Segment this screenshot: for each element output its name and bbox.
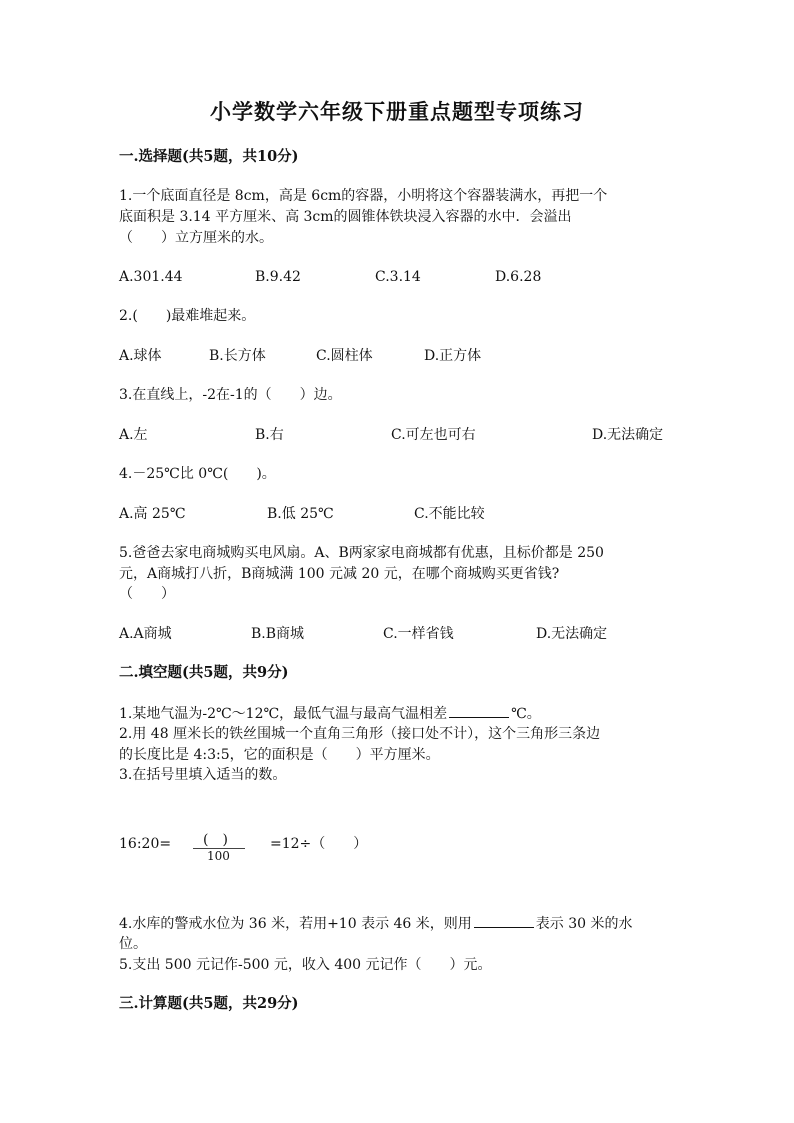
fill-q4-text-end: 表示 30 米的水 — [535, 916, 633, 932]
fill-question-2-line-1: 2.用 48 厘米长的铁丝围城一个直角三角形（接口处不计），这个三角形三条边 — [119, 726, 601, 742]
fill-question-4-line-2: 位。 — [119, 936, 147, 952]
question-1-line-2: 底面积是 3.14 平方厘米、高 3cm的圆锥体铁块浸入容器的水中．会溢出 — [119, 209, 572, 225]
q2-option-c: C.圆柱体 — [316, 348, 373, 364]
fraction-numerator: ( ) — [203, 832, 228, 848]
q1-option-a: A.301.44 — [119, 269, 183, 285]
fill-q1-unit: ℃。 — [511, 706, 541, 722]
fill-question-4 — [119, 913, 633, 934]
question-4: 4.－25℃比 0℃( )。 — [119, 466, 276, 482]
q5-option-b: B.B商城 — [251, 626, 305, 642]
answer-blank[interactable] — [474, 913, 534, 928]
answer-blank[interactable] — [449, 703, 509, 718]
q2-option-a: A.球体 — [119, 348, 162, 364]
q3-option-d: D.无法确定 — [592, 427, 664, 443]
q5-option-a: A.A商城 — [119, 626, 172, 642]
q2-option-d: D.正方体 — [424, 348, 482, 364]
fill-question-3: 3.在括号里填入适当的数。 — [119, 767, 287, 783]
q3-option-b: B.右 — [255, 427, 284, 443]
section-heading-fill: 二.填空题(共5题，共9分) — [119, 664, 289, 681]
q3-option-a: A.左 — [119, 427, 148, 443]
q1-option-d: D.6.28 — [495, 269, 542, 285]
division-expression: =12÷（ ） — [270, 836, 368, 852]
q5-option-c: C.一样省钱 — [383, 626, 454, 642]
question-5-line-3: （ ） — [119, 586, 175, 602]
question-3: 3.在直线上，-2在-1的（ ）边。 — [119, 387, 342, 403]
fill-q4-text: 4.水库的警戒水位为 36 米，若用+10 表示 46 米，则用 — [119, 916, 472, 932]
q3-option-c: C.可左也可右 — [391, 427, 476, 443]
q4-option-a: A.高 25℃ — [119, 506, 186, 522]
question-2: 2.( )最难堆起来。 — [119, 308, 256, 324]
fill-question-1 — [119, 703, 541, 724]
question-1-line-1: 1.一个底面直径是 8cm，高是 6cm的容器，小明将这个容器装满水，再把一个 — [119, 188, 608, 204]
q1-option-c: C.3.14 — [375, 269, 421, 285]
fill-question-5: 5.支出 500 元记作-500 元，收入 400 元记作（ ）元。 — [119, 957, 492, 973]
q4-option-b: B.低 25℃ — [267, 506, 334, 522]
fraction-denominator: 100 — [207, 849, 230, 863]
section-heading-calc: 三.计算题(共5题，共29分) — [119, 995, 299, 1012]
fill-q1-text: 1.某地气温为-2℃～12℃，最低气温与最高气温相差 — [119, 706, 448, 722]
q5-option-d: D.无法确定 — [536, 626, 608, 642]
question-5-line-1: 5.爸爸去家电商城购买电风扇。A、B两家家电商城都有优惠，且标价都是 250 — [119, 545, 604, 561]
page-title: 小学数学六年级下册重点题型专项练习 — [210, 99, 584, 124]
ratio-expression: 16:20= — [119, 836, 172, 852]
question-1-line-3: （ ）立方厘米的水。 — [119, 230, 273, 246]
section-heading-choice: 一.选择题(共5题，共10分) — [119, 148, 299, 165]
q2-option-b: B.长方体 — [209, 348, 266, 364]
q1-option-b: B.9.42 — [255, 269, 301, 285]
fill-question-2-line-2: 的长度比是 4:3:5，它的面积是（ ）平方厘米。 — [119, 747, 440, 763]
q4-option-c: C.不能比较 — [414, 506, 485, 522]
question-5-line-2: 元，A商城打八折，B商城满 100 元减 20 元，在哪个商城购买更省钱? — [119, 566, 560, 582]
